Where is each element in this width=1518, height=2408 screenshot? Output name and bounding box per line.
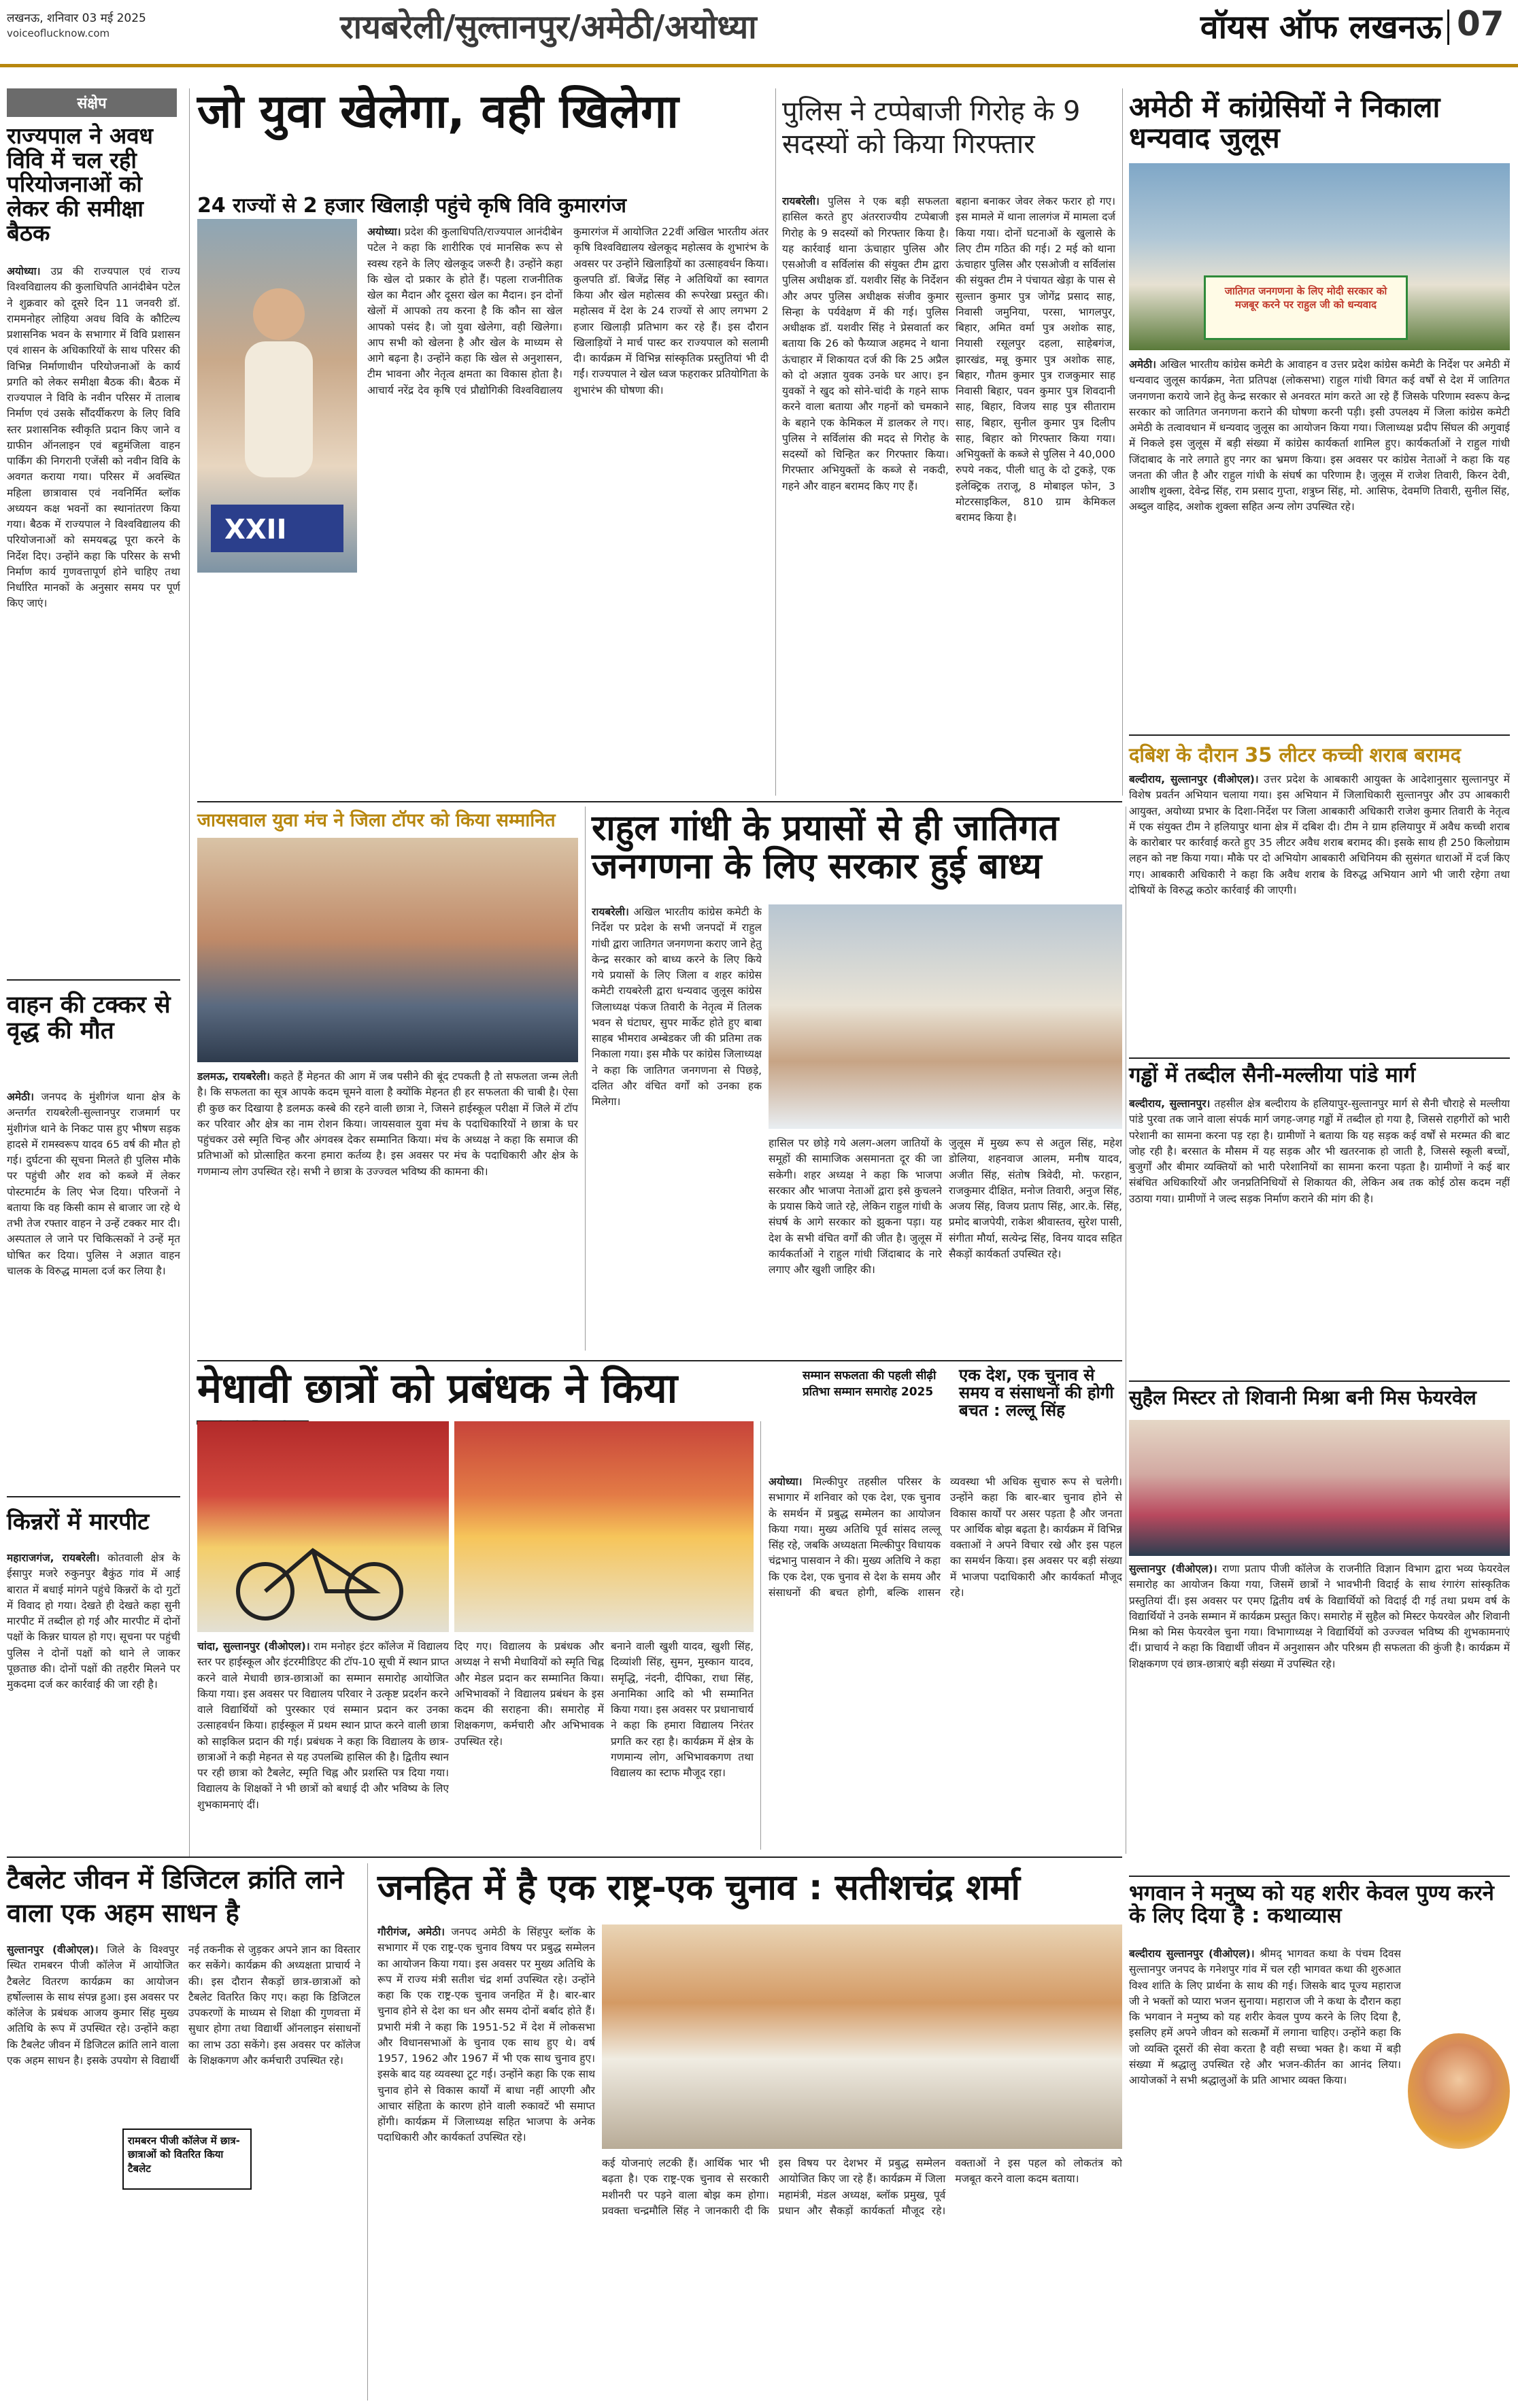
medhavi-headline: मेधावी छात्रों को प्रबंधक ने किया — [197, 1365, 678, 1412]
dateline: बल्दीराय सुल्तानपुर (वीओएल)। — [1129, 1948, 1255, 1960]
medhavi-body-1 — [197, 1639, 449, 1850]
jaiswal-body — [197, 1069, 578, 1355]
article-text: मिल्कीपुर तहसील परिसर के सभागार में शनिवार को एक देश, एक चुनाव के समर्थन में प्रबुद्ध सम्मेलन का आयोजन किया गया। मुख्य अतिथि पूर्व सांसद लल्लू सिंह रहे, जबकि अध्यक्षता मिल्कीपुर विधायक चंद्रभानु पासवान ने की। मुख्य अतिथि ने कहा कि एक देश, एक चुनाव से देश के समय और संसाधनों की बचत होगी, बल्कि शासन व्यवस्था भी अधिक सुचारु रूप से चलेगी। उन्होंने कहा कि बार-बार चुनाव होने से विकास कार्यों पर असर पड़ता है और जनता पर आर्थिक बोझ बढ़ता है। कार्यक्रम में विभिन्न वक्ताओं ने अपने विचार रखे और इस पहल का समर्थन किया। इस अवसर पर बड़ी संख्या में भाजपा पदाधिकारी और कार्यकर्ता मौजूद रहे। — [769, 1476, 1122, 1599]
dateline: अमेठी। — [1129, 358, 1157, 371]
sidebar-body-vahan — [7, 1089, 180, 1491]
dateline: बल्दीराय, सुल्तानपुर (वीओएल)। — [1129, 773, 1259, 785]
amethi-banner: जातिगत जनगणना के लिए मोदी सरकार को मजबूर करने पर राहुल जी को धन्यवाद — [1204, 275, 1408, 340]
rahul-headline: राहुल गांधी के प्रयासों से ही जातिगत जनगणना के लिए सरकार हुई बाध्य — [592, 808, 1059, 887]
article-text: अखिल भारतीय कांग्रेस कमेटी के आवाहन व उत्तर प्रदेश कांग्रेस कमेटी के निर्देश पर अमेठी में धन्यवाद जुलूस कार्यक्रम, नेता प्रतिपक्ष (लोकसभा) राहुल गांधी विगत कई वर्षों से देश में जातिगत जनगणना कराये जाने हेतु केन्द्र सरकार से अनवरत मांग करते आ रहे हैं जिसके परिणाम स्वरूप केन्द्र सरकार को जातिगत जनगणना कराने की घोषणा करनी पड़ी। इसी उपलक्ष्य में जिला कांग्रेस कमेटी अमेठी के तत्वावधान में धन्यवाद जुलूस का आयोजन किया गया। जिलाध्यक्ष प्रदीप सिंघल की अगुवाई में निकले इस जुलूस में बड़ी संख्या में कांग्रेस कार्यकर्ता शामिल हुए। कार्यकर्ताओं ने राहुल गांधी जिंदाबाद के नारे लगाते हुए नगर का भ्रमण किया। इस अवसर पर कांग्रेस नेताओं ने कहा कि यह जनता की जीत है और राहुल गांधी के संघर्ष का परिणाम है। जुलूस में राजेश तिवारी, किरन देवी, आशीष शुक्ला, देवेन्द्र सिंह, राम प्रसाद गुप्ता, शत्रुघ्न सिंह, मो. आसिफ, देवमणि तिवारी, सुनील सिंह, अब्दुल वाहिद, अशोक शुक्ला सहित अन्य लोग उपस्थित रहे। — [1129, 358, 1510, 513]
rahul-body-2 — [769, 1136, 942, 1353]
medhavi-body-2 — [454, 1639, 604, 1850]
column-rule — [1122, 88, 1123, 796]
masthead-date: लखनऊ, शनिवार 03 मई 2025 — [7, 12, 146, 25]
gaddhe-body — [1129, 1096, 1510, 1374]
amethi-photo — [1129, 163, 1510, 350]
gaddhe-headline: गड्ढों में तब्दील सैनी-मल्लीया पांडे मार्ग — [1129, 1063, 1416, 1087]
sidebar-body-rajyapal — [7, 264, 180, 971]
dateline: अमेठी। — [7, 1091, 35, 1103]
sidebar-label: संक्षेप — [7, 88, 177, 117]
article-text: श्रीमद् भागवत कथा के पंचम दिवस सुल्तानपुर जनपद के गनेशपुर गांव में चल रही भागवत कथा की शुरुआत विश्व शांति के लिए प्रार्थना के साथ की गई। जिसके बाद पूज्य महाराज जी ने भक्तों को प्यारा भजन सुनाया। महाराज जी ने कथा के दौरान कहा कि भगवान ने मनुष्य को यह शरीर केवल पुण्य करने के लिए दिया है, इसलिए हमें अपने जीवन को सत्कर्मों में लगाना चाहिए। उन्होंने कहा कि जो व्यक्ति दूसरों की सेवा करता है वही सच्चा भक्त है। कथा में बड़ी संख्या में श्रद्धालु उपस्थित रहे और भजन-कीर्तन का आनंद लिया। आयोजकों ने सभी श्रद्धालुओं के प्रति आभार व्यक्त किया। — [1129, 1948, 1401, 2086]
masthead-divider — [1447, 10, 1449, 45]
sohail-body — [1129, 1561, 1510, 1867]
article-text: दिए गए। विद्यालय के प्रबंधक और अध्यक्ष ने सभी मेधावियों को स्मृति चिह्न और मेडल प्रदान कर सम्मानित किया। अभिभावकों ने विद्यालय प्रबंधन के इस कदम की सराहना की। समारोह में शिक्षकगण, कर्मचारी और अभिभावक उपस्थित रहे। — [454, 1640, 604, 1748]
bhagwan-headline: भगवान ने मनुष्य को यह शरीर केवल पुण्य करने के लिए दिया है : कथाव्यास — [1129, 1881, 1494, 1929]
jaiswal-photo — [197, 838, 578, 1062]
ekdesh-body — [769, 1474, 1122, 1852]
article-text: कोतवाली क्षेत्र के ईसापुर मजरे रुकुनपुर बैकुंठ गांव में आई बारात में बधाई मांगने पहुंचे किन्नरों के दो गुटों में विवाद हो गया। देखते ही देखते कहा सुनी मारपीट में तब्दील हो गई और मारपीट में दोनों पक्षों के किन्नर घायल हो गए। सूचना पर पहुंची पुलिस ने दोनों पक्षों को थाने ले जाकर पूछताछ की। दोनों पक्षों की तहरीर मिलने पर मुकदमा दर्ज कर कार्रवाई की जा रही है। — [7, 1552, 180, 1691]
bhagwan-body — [1129, 1946, 1401, 2402]
dateline: रायबरेली। — [782, 195, 820, 207]
janhit-photo — [602, 1924, 1122, 2149]
amethi-headline: अमेठी में कांग्रेसियों ने निकाला धन्यवाद जुलूस — [1129, 90, 1440, 155]
sohail-photo — [1129, 1420, 1510, 1556]
article-text: अखिल भारतीय कांग्रेस कमेटी के निर्देश पर प्रदेश के सभी जनपदों में राहुल गांधी द्वारा जातिगत जनगणना कराए जाने हेतु केन्द्र सरकार को बाध्य करने के लिए किये गये प्रयासों के लिए जिला व शहर कांग्रेस कमेटी रायबरेली द्वारा धन्यवाद जुलूस कांग्रेस जिलाध्यक्ष पंकज तिवारी के नेतृत्व में तिलक भवन से घंटाघर, सुपर मार्केट होते हुए बाबा साहब भीमराव अम्बेडकर जी की प्रतिमा तक निकाला गया। इस मौके पर कांग्रेस जिलाध्यक्ष ने कहा कि जातिगत जनगणना से पिछड़े, दलित और वंचित वर्गों को उनका हक मिलेगा। — [592, 906, 762, 1108]
article-text: तहसील क्षेत्र बल्दीराय के हलियापुर-सुल्तानपुर मार्ग से सैनी चौराहे से मल्लीया पांडे पुरवा तक जाने वाला संपर्क मार्ग जगह-जगह गड्ढों में तब्दील हो गया है, जिससे राहगीरों को भारी परेशानी का सामना करना पड़ रहा है। ग्रामीणों ने बताया कि यह सड़क कई वर्षों से मरम्मत की बाट जोह रही है। बरसात के मौसम में यह सड़क और भी खतरनाक हो जाती है, जिससे स्कूली बच्चों, बुजुर्गों और बीमार व्यक्तियों को भारी परेशानियों का सामना करना पड़ता है। ग्रामीणों ने कई बार संबंधित अधिकारियों और जनप्रतिनिधियों से शिकायत की, लेकिन अब तक कोई ठोस कदम नहीं उठाया गया। ग्रामीणों ने जल्द सड़क निर्माण कराने की मांग की है। — [1129, 1098, 1510, 1205]
article-text: राणा प्रताप पीजी कॉलेज के राजनीति विज्ञान विभाग द्वारा भव्य फेयरवेल समारोह का आयोजन किया गया, जिसमें छात्रों ने भावभीनी विदाई के साथ रंगारंग सांस्कृतिक प्रस्तुतियां दीं। इस अवसर पर एमए द्वितीय वर्ष के विद्यार्थियों को विदाई दी गई तथा प्रथम वर्ष के विद्यार्थियों ने उनके सम्मान में कार्यक्रम प्रस्तुत किए। समारोह में सुहैल को मिस्टर फेयरवेल और शिवानी मिश्रा को मिस फेयरवेल चुना गया। विभागाध्यक्ष ने विद्यार्थियों को उज्ज्वल भविष्य की शुभकामनाएं दीं। प्राचार्य ने कहा कि विद्यार्थी जीवन में अनुशासन और परिश्रम ही सफलता की कुंजी है। कार्यक्रम में शिक्षकगण एवं छात्र-छात्राएं बड़ी संख्या में उपस्थित रहे। — [1129, 1563, 1510, 1670]
dateline: सुल्तानपुर (वीओएल)। — [1129, 1563, 1217, 1575]
divider — [1129, 734, 1510, 736]
police-body-2 — [956, 194, 1115, 792]
medhavi-kicker — [803, 1368, 966, 1401]
masthead — [0, 0, 1518, 64]
tablet-headline: टैबलेट जीवन में डिजिटल क्रांति लाने वाला एक अहम साधन है — [7, 1865, 344, 1929]
divider — [7, 1856, 1122, 1858]
article-text: जनपद अमेठी के सिंहपुर ब्लॉक के सभागार में एक राष्ट्र-एक चुनाव विषय पर प्रबुद्ध सम्मेलन का आयोजन किया गया। इस अवसर पर मुख्य अतिथि के रूप में राज्य मंत्री सतीश चंद्र शर्मा उपस्थित रहे। उन्होंने कहा कि एक राष्ट्र-एक चुनाव जनहित में है। बार-बार चुनाव होने से देश का धन और समय दोनों बर्बाद होते हैं। प्रभारी मंत्री ने कहा कि 1951-52 में देश में लोकसभा और विधानसभाओं के चुनाव एक साथ हुए थे। वर्ष 1957, 1962 और 1967 में भी एक साथ चुनाव हुए। इसके बाद यह व्यवस्था टूट गई। उन्होंने कहा कि एक साथ चुनाव होने से विकास कार्यों में बाधा नहीं आएगी और आचार संहिता के कारण होने वाली रुकावटें भी समाप्त होंगी। कार्यक्रम में जिलाध्यक्ष सहित भाजपा के अनेक पदाधिकारी और कार्यकर्ता उपस्थित रहे। — [377, 1926, 595, 2144]
article-text: उत्तर प्रदेश के आबकारी आयुक्त के आदेशानुसार सुल्तानपुर में विशेष प्रवर्तन अभियान चलाया गया। इस अभियान में जिलाधिकारी सुल्तानपुर और उप आबकारी आयुक्त, अयोध्या प्रभार के दिशा-निर्देश पर जिला आबकारी अधिकारी राजेश कुमार तिवारी के नेतृत्व में एक संयुक्त टीम ने हलियापुर थाना क्षेत्र में दबिश दी। टीम ने ग्राम हलियापुर में अवैध कच्ची शराब के कारोबार पर कार्रवाई करते हुए 35 लीटर अवैध शराब बरामद की। इसके साथ ही 250 किलोग्राम लहन को नष्ट किया गया। मौके पर दो अभियोग आबकारी अधिनियम की सुसंगत धाराओं में दर्ज किए गए। आबकारी अधिकारी ने कहा कि अवैध शराब के विरुद्ध अभियान आगे भी जारी रहेगा तथा दोषियों के विरुद्ध कठोर कार्रवाई की जाएगी। — [1129, 773, 1510, 896]
tablet-inset-box — [122, 2129, 252, 2190]
dateline: अयोध्या। — [367, 226, 401, 238]
sidebar-headline-vahan: वाहन की टक्कर से वृद्ध की मौत — [7, 991, 171, 1045]
janhit-headline: जनहित में है एक राष्ट्र-एक चुनाव : सतीशचंद्र शर्मा — [377, 1867, 1021, 1908]
sharab-body — [1129, 772, 1510, 1051]
article-text: कहते हैं मेहनत की आग में जब पसीने की बूंद टपकती है तो सफलता जन्म लेती है। कि सफलता का सूत्र आपके कदम चूमने वाला है क्योंकि मेहनत ही हर सफलता की चाबी है। ऐसा ही कुछ कर दिखाया है डलमऊ कस्बे की रहने वाली छात्रा ने, जिसने हाईस्कूल परीक्षा में जिले में टॉप कर परिवार और क्षेत्र का नाम रोशन किया। जायसवाल युवा मंच के पदाधिकारियों ने छात्रा के घर पहुंचकर उसे स्मृति चिन्ह और अंगवस्त्र देकर सम्मानित किया। मंच के अध्यक्ष ने कहा कि समाज की प्रतिभाओं को प्रोत्साहित करना हमारा कर्तव्य है। इस अवसर पर मंच के पदाधिकारी और क्षेत्र के गणमान्य लोग उपस्थित रहे। सभी ने छात्रा के उज्ज्वल भविष्य की कामना की। — [197, 1070, 578, 1178]
kicker-line-1: सम्मान सफलता की पहली सीढ़ी — [803, 1369, 937, 1383]
article-text: जिले के विश्वपुर स्थित रामबरन पीजी कॉलेज में आयोजित टैबलेट वितरण कार्यक्रम का आयोजन हर्षोल्लास के साथ संपन्न हुआ। इस अवसर पर कॉलेज के प्रबंधक आजय कुमार सिंह मुख्य अतिथि के रूप में उपस्थित रहे। उन्होंने कहा कि टैबलेट जीवन में डिजिटल क्रांति लाने वाला एक अहम साधन है। इसके उपयोग से विद्यार्थी नई तकनीक से जुड़कर अपने ज्ञान का विस्तार कर सकेंगे। कार्यक्रम की अध्यक्षता प्राचार्य ने की। इस दौरान सैकड़ों छात्र-छात्राओं को टैबलेट वितरित किए गए। कहा कि डिजिटल उपकरणों के माध्यम से शिक्षा की गुणवत्ता में सुधार होगा तथा विद्यार्थी ऑनलाइन संसाधनों का लाभ उठा सकेंगे। इस अवसर पर कॉलेज के शिक्षकगण और कर्मचारी उपस्थित रहे। — [7, 1944, 360, 2067]
amethi-body — [1129, 357, 1510, 728]
lead-photo — [197, 219, 357, 573]
column-rule — [760, 1421, 761, 1850]
dateline: महाराजगंज, रायबरेली। — [7, 1552, 100, 1564]
column-rule — [585, 807, 586, 1351]
page-number: 07 — [1457, 4, 1504, 44]
divider — [1129, 1380, 1510, 1382]
divider — [7, 979, 180, 981]
dateline: गौरीगंज, अमेठी। — [377, 1926, 445, 1938]
sharab-headline: दबिश के दौरान 35 लीटर कच्ची शराब बरामद — [1129, 743, 1461, 766]
sidebar-headline-rajyapal: राज्यपाल ने अवध विवि में चल रही परियोजनाओं को लेकर की समीक्षा बैठक — [7, 122, 153, 246]
dateline: चांदा, सुल्तानपुर (वीओएल)। — [197, 1640, 310, 1652]
janhit-body-2 — [602, 2156, 1122, 2401]
column-rule — [367, 1863, 368, 2401]
article-text: बनाने वाली खुशी यादव, खुशी सिंह, दिव्यांशी सिंह, सुमन, मुस्कान यादव, समृद्धि, नंदनी, दीपिका, राधा सिंह, अनामिका आदि को भी सम्मानित किया गया। इस अवसर पर प्रधानाचार्य ने कहा कि हमारा विद्यालय निरंतर प्रगति कर रहा है। कार्यक्रम में क्षेत्र के गणमान्य लोग, अभिभावकगण तथा विद्यालय का स्टाफ मौजूद रहा। — [611, 1640, 754, 1779]
police-headline: पुलिस ने टप्पेबाजी गिरोह के 9 सदस्यों को किया गिरफ्तार — [782, 96, 1081, 160]
kicker-line-2: प्रतिभा सम्मान समारोह 2025 — [803, 1385, 934, 1399]
medhavi-body-3 — [611, 1639, 754, 1850]
column-rule — [775, 88, 776, 796]
governor-figure — [197, 219, 357, 573]
article-text: कई योजनाएं लटकी हैं। आर्थिक भार भी बढ़ता है। एक राष्ट्र-एक चुनाव से सरकारी मशीनरी पर पड़ने वाला बोझ कम होगा। प्रवक्ता चन्द्रमौलि सिंह ने जानकारी दी कि इस विषय पर देशभर में प्रबुद्ध सम्मेलन आयोजित किए जा रहे हैं। कार्यक्रम में जिला महामंत्री, मंडल अध्यक्ष, ब्लॉक प्रमुख, पूर्व प्रधान और सैकड़ों कार्यकर्ता मौजूद रहे। वक्ताओं ने इस पहल को लोकतंत्र को मजबूत करने वाला कदम बताया। — [602, 2157, 1122, 2217]
bicycle-icon — [197, 1421, 449, 1632]
ekdesh-headline: एक देश, एक चुनाव से समय व संसाधनों की होगी बचत : लल्लू सिंह — [959, 1366, 1114, 1420]
divider — [1129, 1876, 1510, 1877]
article-text: राम मनोहर इंटर कॉलेज में विद्यालय स्तर पर हाईस्कूल और इंटरमीडिएट की टॉप-10 सूची में स्थान प्राप्त करने वाले मेधावी छात्र-छात्राओं का सम्मान समारोह आयोजित किया गया। इस अवसर पर विद्यालय परिवार ने उत्कृष्ट प्रदर्शन करने वाले विद्यार्थियों को पुरस्कार एवं सम्मान प्रदान कर उनका उत्साहवर्धन किया। हाईस्कूल में प्रथम स्थान प्राप्त करने वाली छात्रा को साइकिल प्रदान की गई। प्रबंधक ने कहा कि विद्यालय के छात्र-छात्राओं ने कड़ी मेहनत से यह उपलब्धि हासिल की है। द्वितीय स्थान पर रही छात्रा को टैबलेट, स्मृति चिह्न और प्रशस्ति पत्र दिया गया। विद्यालय के शिक्षकों ने भी छात्रों को बधाई दी और भविष्य के लिए शुभकामनाएं दीं। — [197, 1640, 449, 1811]
article-text: जनपद के मुंशीगंज थाना क्षेत्र के अन्तर्गत रायबरेली-सुल्तानपुर राजमार्ग पर मुंशीगंज थाने के निकट पास हुए भीषण सड़क हादसे में रामस्वरूप यादव 65 वर्ष की मौत हो गई। दुर्घटना की सूचना मिलते ही पुलिस मौके पर पहुंची और शव को कब्जे में लेकर पोस्टमार्टम के लिए भेज दिया। परिजनों ने बताया कि वह किसी काम से बाजार जा रहे थे तभी तेज रफ्तार वाहन ने उन्हें टक्कर मार दी। अस्पताल ले जाने पर चिकित्सकों ने उन्हें मृत घोषित कर दिया। पुलिस ने अज्ञात वाहन चालक के विरुद्ध मामला दर्ज कर लिया है। — [7, 1091, 180, 1277]
medhavi-photo-1 — [197, 1421, 449, 1632]
article-text: हासिल पर छोड़े गये अलग-अलग जातियों के समूहों की सामाजिक असमानता दूर की जा सकेगी। शहर अध्यक्ष ने कहा कि भाजपा सरकार और भाजपा नेताओं द्वारा इसे कुचलने के प्रयास किये जाते रहे, लेकिन राहुल गांधी के संघर्ष के आगे सरकार को झुकना पड़ा। यह देश के सभी वंचित वर्गों की जीत है। जुलूस में कार्यकर्ताओं ने राहुल गांधी जिंदाबाद के नारे लगाए और खुशी जाहिर की। — [769, 1137, 942, 1276]
sidebar-body-kinnar — [7, 1550, 180, 1853]
masthead-paper-title: वॉयस ऑफ लखनऊ — [1200, 8, 1442, 46]
divider — [7, 1496, 180, 1497]
article-text: बहाना बनाकर जेवर लेकर फरार हो गए। इस मामले में थाना लालगंज में मामला दर्ज किया गया। दोनों घटनाओं के खुलासे के लिए टीम गठित की गई। 2 मई को थाना ऊंचाहार पुलिस और एसओजी व सर्विलांस की संयुक्त टीम ने पंचायत खेड़ा के पास से सुल्तान कुमार पुत्र जोगेंद्र प्रसाद साह, निवासी जमुनिया, परसा, भागलपुर, बिहार, अमित वर्मा पुत्र अशोक साह, नियासी रसूलपुर दहला, साहेबगंज, झारखंड, मन्नू कुमार पुत्र अशोक साह, बिहार, गौतम कुमार पुत्र राजकुमार साह निवासी बिहार, पवन कुमार पुत्र शिवदानी साह, बिहार, विजय साह पुत्र सीताराम साह, बिहार, सुनील कुमार पुत्र दिलीप साह, बिहार को गिरफ्तार किया गया। अभियुक्तों के कब्जे से पुलिस ने 40,000 रुपये नकद, पीली धातु के दो टुकड़े, एक इलेक्ट्रिक तराजू, 8 मोबाइल फोन, 3 मोटरसाइकिल, 810 ग्राम केमिकल बरामद किया है। — [956, 195, 1115, 524]
rahul-photo — [769, 904, 1122, 1129]
kathavyas-photo — [1408, 2033, 1510, 2149]
dateline: अयोध्या। — [769, 1476, 803, 1488]
divider — [1129, 1057, 1510, 1059]
police-body-1 — [782, 194, 949, 792]
dateline: रायबरेली। — [592, 906, 629, 918]
column-rule — [189, 88, 190, 1856]
lead-headline: जो युवा खेलेगा, वही खिलेगा — [197, 85, 679, 139]
masthead-section: रायबरेली/सुल्तानपुर/अमेठी/अयोध्या — [340, 8, 757, 46]
article-text: प्रदेश की कुलाधिपति/राज्यपाल आनंदीबेन पटेल ने कहा कि शारीरिक एवं मानसिक रूप से स्वस्थ रहने के लिए खेलकूद जरूरी है। उन्होंने कहा कि खेल दो प्रकार के होते हैं। पहला राजनीतिक खेल का मैदान और दूसरा खेल का मैदान। इन दोनों खेलों में आपको तय करना है कि कौन सा खेल आपको पसंद है। जो युवा खेलेगा, वही खिलेगा। आप सभी को खेलना है और खेल के माध्यम से आगे बढ़ना है। उन्होंने कहा कि खेल से अनुशासन, टीम भावना और नेतृत्व क्षमता का विकास होता है। आचार्य नरेंद्र देव कृषि एवं प्रौद्योगिकी विश्वविद्यालय कुमारगंज में आयोजित 22वीं अखिल भारतीय अंतर कृषि विश्वविद्यालय खेलकूद महोत्सव के शुभारंभ के अवसर पर उन्होंने खिलाड़ियों का उत्साहवर्धन किया। कुलपति डॉ. बिजेंद्र सिंह ने अतिथियों का स्वागत किया और खेल महोत्सव की रूपरेखा प्रस्तुत की। महोत्सव में देश के 24 राज्यों से आए लगभग 2 हजार खिलाड़ी प्रतिभाग कर रहे हैं। इस दौरान खिलाड़ियों ने मार्च पास्ट कर राज्यपाल को सलामी दी। कार्यक्रम में विभिन्न सांस्कृतिक प्रस्तुतियां भी दी गईं। राज्यपाल ने खेल ध्वज फहराकर प्रतियोगिता के शुभारंभ की घोषणा की। — [367, 226, 769, 396]
divider — [197, 1360, 1122, 1361]
masthead-site[interactable]: voiceoflucknow.com — [7, 27, 110, 39]
dateline: सुल्तानपुर (वीओएल)। — [7, 1944, 99, 1956]
jaiswal-headline: जायसवाल युवा मंच ने जिला टॉपर को किया सम्मानित — [197, 810, 556, 831]
article-text: उप्र की राज्यपाल एवं राज्य विश्वविद्यालय की कुलाधिपति आनंदीबेन पटेल ने शुक्रवार को दूसरे दिन 11 जनवरी डॉ. राममनोहर लोहिया अवध विवि के कौटिल्य प्रशासनिक भवन के सभागार में विवि प्रशासन एवं शासन के अधिकारियों के साथ परिसर की विभिन्न निर्माणाधीन परियोजनाओं के कार्य प्रगति को लेकर समीक्षा बैठक की। बैठक में राज्यपाल ने विवि के नवीन परिसर में तालाब निर्माण एवं उसके सौंदर्यीकरण के लिए विवि स्तर प्रशासनिक स्वीकृति प्रदान किए जाने व ग्राफीन ऑनलाइन एवं बहुमंजिला वाहन पार्किंग की निगरानी एजेंसी को नवीन विवि के अवगत कराया गया। परिसर में अवस्थित महिला छात्रावास एवं नवनिर्मित ब्लॉक अध्ययन कक्ष भवनों का स्थानांतरण किया गया। बैठक में राज्यपाल ने विश्वविद्यालय की परियोजनाओं को समयबद्ध पूरा करने के निर्देश दिए। उन्होंने कहा कि परिसर के सभी निर्माण कार्य गुणवत्तापूर्ण होने चाहिए तथा निर्धारित मानकों के अनुसार समय पर पूर्ण किए जाएं। — [7, 265, 180, 610]
article-text: पुलिस ने एक बड़ी सफलता हासिल करते हुए अंतरराज्यीय टप्पेबाजी गिरोह के 9 सदस्यों को गिरफ्तार किया है। यह कार्रवाई थाना ऊंचाहार पुलिस और एसओजी व सर्विलांस की संयुक्त टीम द्वारा पुलिस अधीक्षक डॉ. यशवीर सिंह के निर्देशन और अपर पुलिस अधीक्षक संजीव कुमार सिन्हा के पर्यवेक्षण में की गई। पुलिस अधीक्षक डॉ. यशवीर सिंह ने प्रेसवार्ता कर बताया कि 26 को फैय्याज अहमद ने थाना ऊंचाहार में शिकायत दर्ज की कि 25 अप्रैल को दो अज्ञात युवक उनके घर आए। इन युवकों ने खुद को सोने-चांदी के गहने साफ करने वाला बताया और गहनों को चमकाने के बहाने एक केमिकल में डालकर ले गए। पुलिस ने सर्विलांस की मदद से गिरोह के सदस्यों को चिन्हित कर गिरफ्तार किया। गिरफ्तार अभियुक्तों के कब्जे से नकदी, गहने और वाहन बरामद किए गए हैं। — [782, 195, 949, 492]
lead-body — [367, 224, 769, 796]
dateline: अयोध्या। — [7, 265, 41, 277]
tablet-inset-text: रामबरन पीजी कॉलेज में छात्र-छात्राओं को वितरित किया टैबलेट — [128, 2135, 240, 2175]
svg-text:XXII: XXII — [224, 514, 287, 545]
rahul-body-1 — [592, 904, 762, 1353]
dateline: डलमऊ, रायबरेली। — [197, 1070, 271, 1083]
janhit-body-1 — [377, 1924, 595, 2401]
sidebar-headline-kinnar: किन्नरों में मारपीट — [7, 1508, 150, 1536]
masthead-rule — [0, 64, 1518, 67]
divider — [197, 801, 1122, 802]
rahul-body-3 — [949, 1136, 1122, 1353]
medhavi-photo-2 — [454, 1421, 754, 1632]
sohail-headline: सुहैल मिस्टर तो शिवानी मिश्रा बनी मिस फेयरवेल — [1129, 1386, 1477, 1409]
lead-subhead: 24 राज्यों से 2 हजार खिलाड़ी पहुंचे कृषि विवि कुमारगंज — [197, 194, 626, 218]
dateline: बल्दीराय, सुल्तानपुर। — [1129, 1098, 1211, 1110]
article-text: जुलूस में मुख्य रूप से अतुल सिंह, महेश डोलिया, शहनवाज आलम, मनीष यादव, अजीत सिंह, संतोष त्रिवेदी, मो. फरहान, राजकुमार दीक्षित, मनोज तिवारी, अनुज सिंह, अजय सिंह, विजय प्रताप सिंह, आर.के. सिंह, प्रमोद बाजपेयी, राकेश श्रीवास्तव, सुरेश पासी, संगीता मौर्या, सत्येन्द्र सिंह, विनय यादव सहित सैकड़ों कार्यकर्ता उपस्थित रहे। — [949, 1137, 1122, 1260]
